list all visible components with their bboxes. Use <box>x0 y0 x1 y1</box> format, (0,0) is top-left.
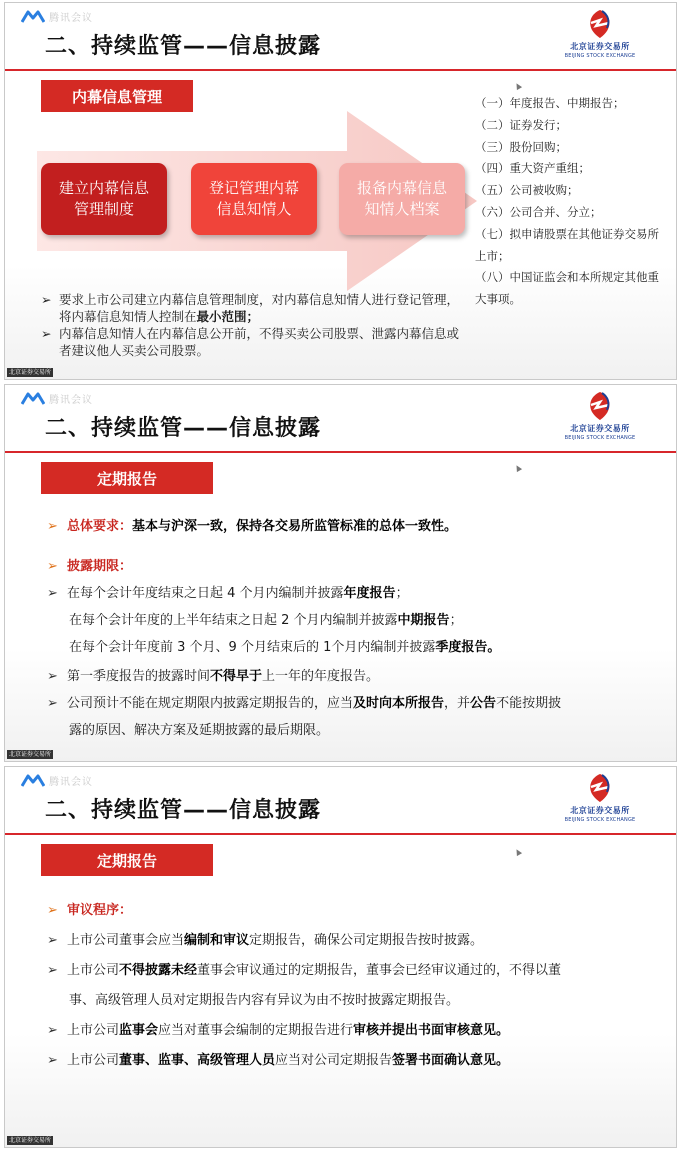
bse-emblem-icon <box>586 9 614 39</box>
bullet-text-bold: 编制和审议 <box>184 933 250 948</box>
list-item: （五）公司被收购； <box>475 183 579 198</box>
bullet-text: 事、高级管理人员对定期报告内容有异议为由不按时披露定期报告。 <box>69 993 460 1008</box>
logo-name-cn: 北京证券交易所 <box>570 42 630 51</box>
logo-name-cn: 北京证券交易所 <box>570 806 630 815</box>
watermark-text: 腾讯会议 <box>49 395 93 406</box>
bullet-text <box>59 291 461 325</box>
bse-emblem-icon <box>586 773 614 803</box>
bullet-arrow-icon: ➢ <box>47 1053 58 1068</box>
list-item: （八）中国证监会和本所规定其他重 <box>475 270 659 285</box>
list-item: （七）拟申请股票在其他证券交易所 <box>475 226 659 241</box>
bullet-text: 在每个会计年度结束之日起 4 个月内编制并披露 <box>67 586 344 601</box>
list-item: （一）年度报告、中期报告； <box>475 96 625 110</box>
mouse-cursor-icon <box>514 464 522 472</box>
header-divider <box>5 69 676 71</box>
footer-tag: 北京证券交易所 <box>9 751 52 758</box>
bullet-item <box>47 899 132 918</box>
bullet-list <box>41 291 461 359</box>
bullet-text: 上市公司董事会应当 <box>67 933 185 948</box>
bullet-text: ，并 <box>444 696 471 711</box>
bullet-item <box>47 929 483 948</box>
slide-title: 二、持续监管——信息披露 <box>45 798 322 823</box>
bullet-text-bold: 董事、监事、高级管理人员 <box>119 1053 276 1068</box>
footer-tag: 北京证券交易所 <box>9 369 52 376</box>
bse-logo <box>564 773 636 823</box>
bullet-arrow-icon: ➢ <box>47 963 58 978</box>
list-item: （四）重大资产重组； <box>475 161 590 176</box>
header-divider <box>5 451 676 453</box>
bullet-text: ； <box>395 586 409 601</box>
bullet-text-bold: 审核并提出书面审核意见。 <box>353 1023 510 1038</box>
bullet-text-bold: 年度报告 <box>343 586 396 601</box>
logo-name-en: BEIJING STOCK EXCHANGE <box>564 435 636 441</box>
list-item: （二）证券发行； <box>475 117 567 132</box>
bullet-item <box>41 291 461 325</box>
bse-logo <box>564 391 636 441</box>
section-title: 定期报告 <box>41 844 213 876</box>
bullet-item <box>47 959 561 978</box>
flow-step-2-label: 登记管理内幕 信息知情人 <box>208 179 299 218</box>
bullet-text: 上市公司 <box>67 963 120 978</box>
bullet-continuation <box>69 609 463 628</box>
bullet-item <box>47 692 561 711</box>
tencent-meeting-icon <box>21 392 45 406</box>
bullet-arrow-icon: ➢ <box>47 696 58 711</box>
bullet-text: 应当对公司定期报告 <box>275 1053 393 1068</box>
bse-logo <box>564 9 636 59</box>
bse-emblem-icon <box>586 391 614 421</box>
logo-name-en: BEIJING STOCK EXCHANGE <box>564 817 636 823</box>
bullet-item <box>47 515 457 534</box>
logo-name-en: BEIJING STOCK EXCHANGE <box>564 53 636 59</box>
flow-step-2 <box>191 163 317 235</box>
slide-3 <box>4 766 677 1148</box>
bullet-text: 董事会审议通过的定期报告，董事会已经审议通过的，不得以董 <box>197 963 562 978</box>
bullet-text: 公司预计不能在规定期限内披露定期报告的，应当 <box>67 696 354 711</box>
bullet-text-bold: 不得早于 <box>210 669 263 684</box>
mouse-cursor-icon <box>514 848 522 856</box>
flow-step-1-label: 建立内幕信息 管理制度 <box>58 179 149 218</box>
list-item: 大事项。 <box>475 292 521 307</box>
slide-1 <box>4 2 677 380</box>
bullet-text-bold: 公告 <box>470 696 497 711</box>
bullet-heading: 审议程序： <box>67 903 133 918</box>
bullet-arrow-icon: ➢ <box>47 1023 58 1038</box>
section-title: 内幕信息管理 <box>41 80 193 112</box>
bullet-arrow-icon: ➢ <box>47 669 58 684</box>
section-title: 定期报告 <box>41 462 213 494</box>
meeting-watermark <box>21 773 93 788</box>
bullet-text-bold: 监事会 <box>119 1023 159 1038</box>
bullet-text: 上一年的年度报告。 <box>262 669 380 684</box>
bullet-continuation <box>69 719 329 738</box>
bullet-arrow-icon: ➢ <box>47 586 58 601</box>
flow-step-3 <box>339 163 465 235</box>
flow-step-3-label: 报备内幕信息 知情人档案 <box>356 179 447 218</box>
bullet-text: 上市公司 <box>67 1023 120 1038</box>
bullet-item <box>47 665 379 684</box>
flow-step-1 <box>41 163 167 235</box>
bullet-text: 定期报告，确保公司定期报告按时披露。 <box>249 933 484 948</box>
slide-2 <box>4 384 677 762</box>
bullet-text: 第一季度报告的披露时间 <box>67 669 211 684</box>
watermark-text: 腾讯会议 <box>49 777 93 788</box>
bullet-item <box>47 1049 509 1068</box>
slide-title: 二、持续监管——信息披露 <box>45 34 322 59</box>
mouse-cursor-icon <box>514 82 522 90</box>
bullet-text-normal: 要求上市公司建立内幕信息管理制度，对内幕信息知情人进行登记管理，将内幕信息知情人控制在 <box>59 292 460 324</box>
bullet-item <box>47 1019 509 1038</box>
bullet-item <box>41 325 461 359</box>
list-item: （三）股份回购； <box>475 139 567 154</box>
bullet-continuation <box>69 636 500 655</box>
bullet-text: 内幕信息知情人在内幕信息公开前，不得买卖公司股票、泄露内幕信息或者建议他人买卖公司股票。 <box>59 326 460 358</box>
bullet-text: 露的原因、解决方案及延期披露的最后期限。 <box>69 723 330 738</box>
bullet-continuation <box>69 989 459 1008</box>
bullet-text: 上市公司 <box>67 1053 120 1068</box>
bullet-text-bold: 基本与沪深一致，保持各交易所监管标准的总体一致性。 <box>132 519 458 534</box>
list-item: （六）公司合并、分立； <box>475 204 602 219</box>
bullet-item <box>47 582 409 601</box>
bullet-arrow-icon: ➢ <box>47 519 58 534</box>
bullet-text-bold: 季度报告。 <box>435 640 501 655</box>
bullet-text-bold: 不得披露未经 <box>119 963 198 978</box>
bullet-arrow-icon: ➢ <box>41 292 52 307</box>
tencent-meeting-icon <box>21 774 45 788</box>
bullet-arrow-icon: ➢ <box>47 559 58 574</box>
tencent-meeting-icon <box>21 10 45 24</box>
bullet-text-bold: 及时向本所报告 <box>353 696 445 711</box>
header-divider <box>5 833 676 835</box>
bullet-heading: 披露期限： <box>67 559 133 574</box>
bullet-text: 在每个会计年度的上半年结束之日起 2 个月内编制并披露 <box>69 613 398 628</box>
watermark-text: 腾讯会议 <box>49 13 93 24</box>
bullet-arrow-icon: ➢ <box>41 326 52 341</box>
bullet-text-bold: 中期报告 <box>397 613 450 628</box>
meeting-watermark <box>21 9 93 24</box>
list-item: 上市； <box>475 248 510 263</box>
bullet-text: 应当对董事会编制的定期报告进行 <box>158 1023 354 1038</box>
bullet-arrow-icon: ➢ <box>47 933 58 948</box>
bullet-arrow-icon: ➢ <box>47 903 58 918</box>
bullet-heading: 总体要求： <box>67 519 133 534</box>
bullet-text: 在每个会计年度前 3 个月、9 个月结束后的 1个月内编制并披露 <box>69 640 436 655</box>
bullet-text-bold: 签署书面确认意见。 <box>392 1053 510 1068</box>
bullet-text: 不能按期披 <box>496 696 562 711</box>
slide-title: 二、持续监管——信息披露 <box>45 416 322 441</box>
logo-name-cn: 北京证券交易所 <box>570 424 630 433</box>
meeting-watermark <box>21 391 93 406</box>
bullet-item <box>47 555 132 574</box>
footer-tag: 北京证券交易所 <box>9 1137 52 1144</box>
bullet-text-bold: 最小范围； <box>196 309 260 324</box>
bullet-text: ； <box>449 613 463 628</box>
disclosure-matters-list <box>475 93 675 311</box>
